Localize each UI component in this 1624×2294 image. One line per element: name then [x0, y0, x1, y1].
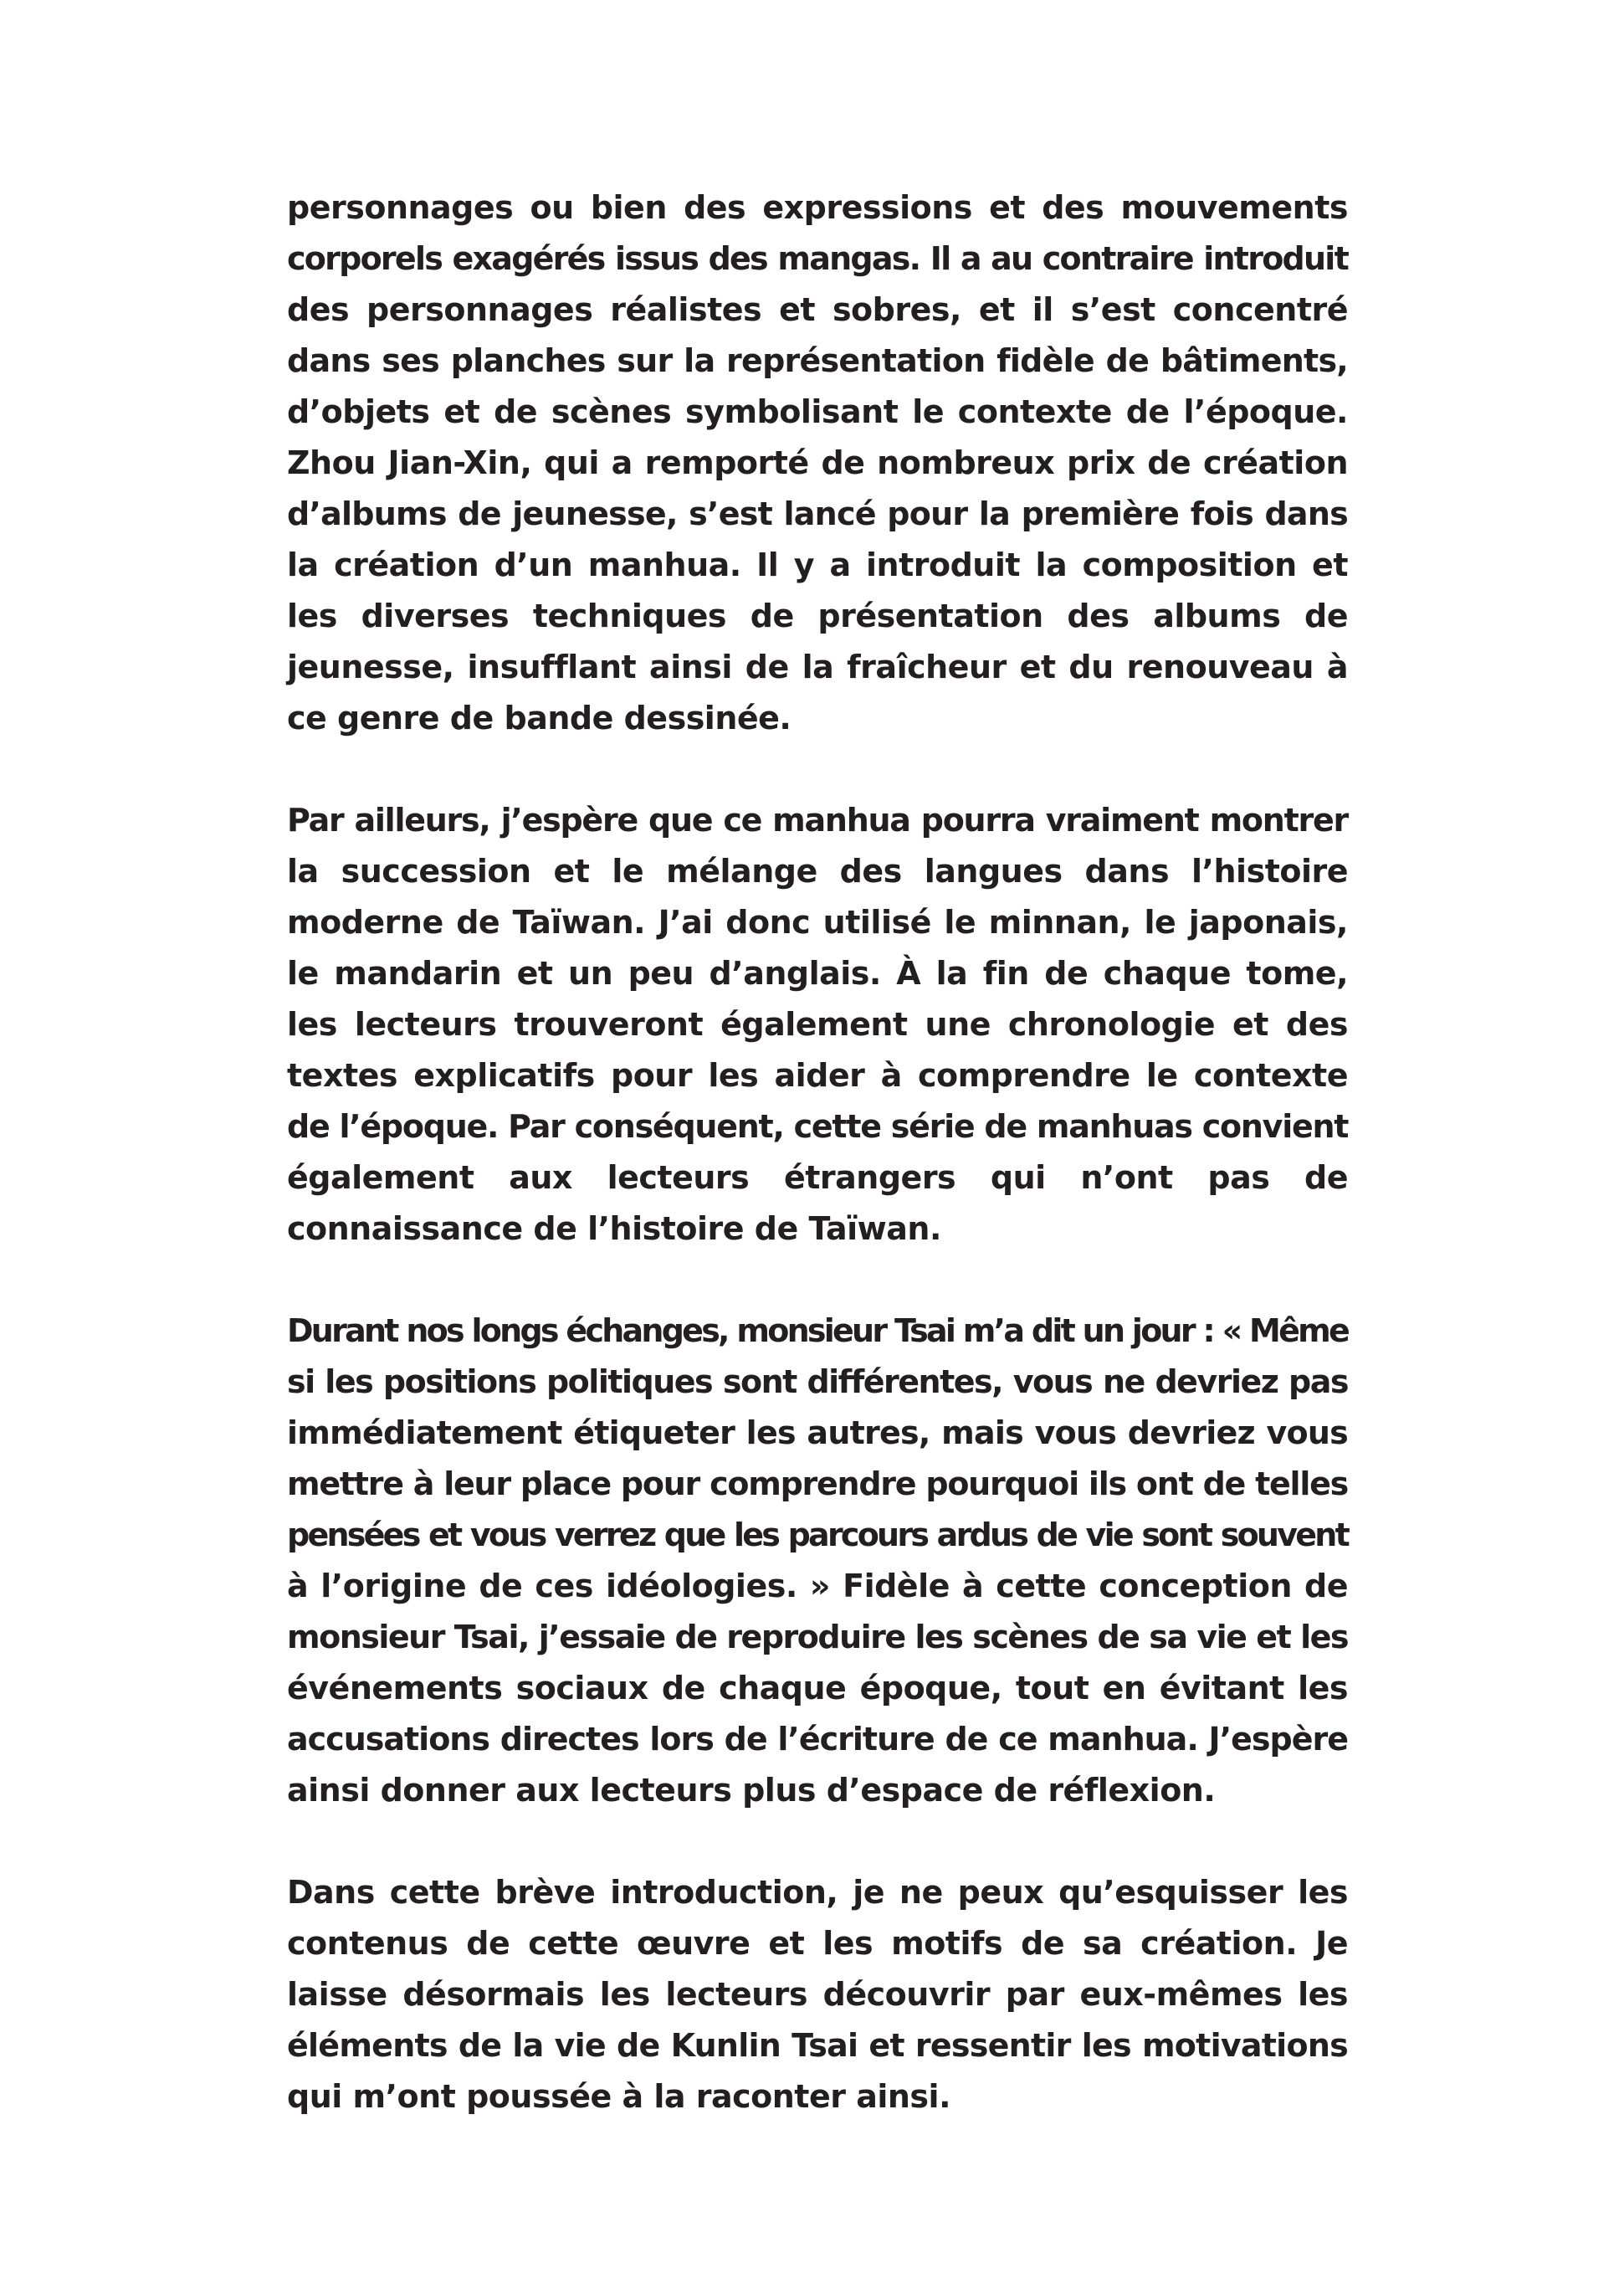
- paragraph: [287, 1306, 1348, 1816]
- text-line: le mandarin et un peu d’anglais. À la fin de chaque tome,: [287, 955, 1348, 992]
- text-line: textes explicatifs pour les aider à comprendre le contexte: [287, 1057, 1348, 1094]
- text-line: les diverses techniques de présentation des albums de: [287, 598, 1348, 634]
- text-line: les lecteurs trouveront également une chronologie et des: [287, 1006, 1348, 1043]
- text-line: des personnages réalistes et sobres, et il s’est concentré: [287, 291, 1348, 328]
- text-line: immédiatement étiqueter les autres, mais vous devriez vous: [287, 1414, 1348, 1451]
- text-line: la création d’un manhua. Il y a introduit la composition et: [287, 547, 1348, 583]
- text-line: qui m’ont poussée à la raconter ainsi.: [287, 2078, 951, 2115]
- text-line: connaissance de l’histoire de Taïwan.: [287, 1210, 941, 1247]
- text-line: ainsi donner aux lecteurs plus d’espace de réflexion.: [287, 1772, 1216, 1809]
- text-line: éléments de la vie de Kunlin Tsai et ressentir les motivations: [287, 2027, 1348, 2064]
- text-line: mettre à leur place pour comprendre pourquoi ils ont de telles: [287, 1465, 1348, 1502]
- text-line: moderne de Taïwan. J’ai donc utilisé le minnan, le japonais,: [287, 904, 1348, 941]
- text-line: d’objets et de scènes symbolisant le contexte de l’époque.: [287, 393, 1348, 430]
- text-line: dans ses planches sur la représentation fidèle de bâtiments,: [287, 342, 1348, 379]
- text-line: ce genre de bande dessinée.: [287, 700, 792, 736]
- text-line: monsieur Tsai, j’essaie de reproduire les scènes de sa vie et les: [287, 1619, 1348, 1655]
- text-line: contenus de cette œuvre et les motifs de sa création. Je: [287, 1925, 1348, 1962]
- text-line: d’albums de jeunesse, s’est lancé pour la première fois dans: [287, 495, 1348, 532]
- text-line: également aux lecteurs étrangers qui n’ont pas de: [287, 1159, 1348, 1196]
- text-line: jeunesse, insufflant ainsi de la fraîcheur et du renouveau à: [287, 649, 1348, 685]
- text-line: événements sociaux de chaque époque, tout en évitant les: [287, 1670, 1348, 1706]
- paragraph: [287, 795, 1348, 1255]
- paragraph: [287, 182, 1348, 744]
- text-line: de l’époque. Par conséquent, cette série de manhuas convient: [287, 1108, 1349, 1145]
- text-line: la succession et le mélange des langues dans l’histoire: [287, 853, 1348, 890]
- text-line: à l’origine de ces idéologies. » Fidèle à cette conception de: [287, 1568, 1348, 1604]
- paragraph: [287, 1867, 1348, 2122]
- document-page: [287, 182, 1348, 2173]
- text-line: personnages ou bien des expressions et des mouvements: [287, 189, 1348, 226]
- text-line: corporels exagérés issus des mangas. Il a au contraire introduit: [287, 240, 1348, 277]
- text-line: Par ailleurs, j’espère que ce manhua pourra vraiment montrer: [287, 802, 1348, 839]
- text-line: Durant nos longs échanges, monsieur Tsai m’a dit un jour : « Même: [287, 1312, 1348, 1349]
- text-line: pensées et vous verrez que les parcours ardus de vie sont souvent: [287, 1517, 1348, 1553]
- text-line: Zhou Jian-Xin, qui a remporté de nombreux prix de création: [287, 444, 1348, 481]
- text-line: accusations directes lors de l’écriture de ce manhua. J’espère: [287, 1721, 1348, 1758]
- text-line: Dans cette brève introduction, je ne peux qu’esquisser les: [287, 1874, 1348, 1911]
- text-line: si les positions politiques sont différentes, vous ne devriez pas: [287, 1363, 1348, 1400]
- text-line: laisse désormais les lecteurs découvrir par eux-mêmes les: [287, 1976, 1348, 2013]
